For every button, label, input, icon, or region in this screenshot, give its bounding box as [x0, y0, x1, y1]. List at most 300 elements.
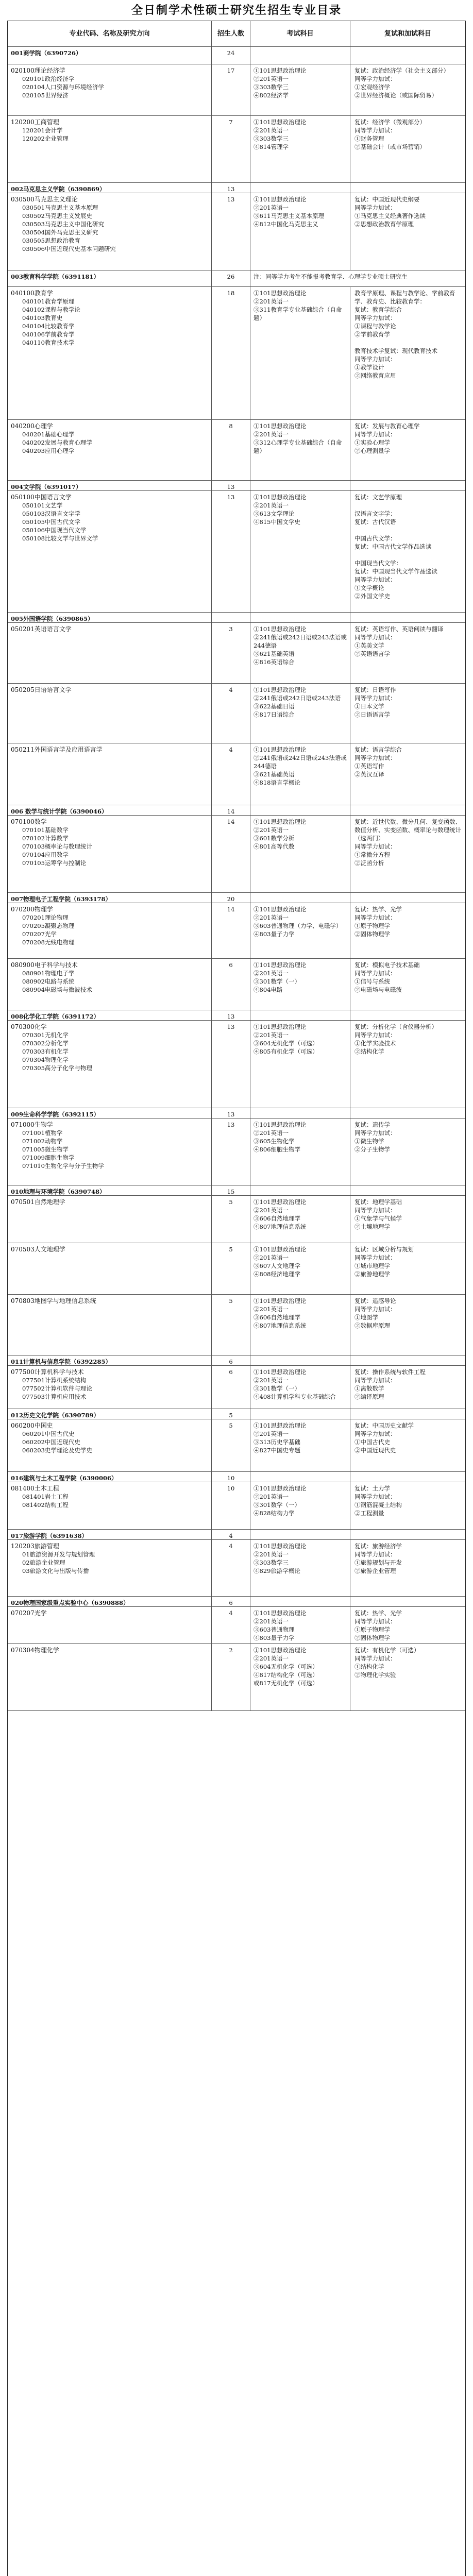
unit-name: 016建筑与土木工程学院（6390006）: [11, 1475, 117, 1482]
exam-subjects: [250, 193, 350, 270]
unit-name: 017旅游学院（6391638）: [11, 1532, 88, 1539]
research-direction: 070301无机化学: [22, 1031, 69, 1039]
retest-line: ①宏观经济学: [354, 83, 390, 91]
exam-subject: ①101思想政治理论: [254, 118, 307, 126]
unit-quota: 4: [212, 1530, 250, 1539]
retest-line: [354, 526, 462, 534]
retest-line: ①马克思主义经典著作选读: [354, 212, 426, 219]
major-name-cell: [8, 1482, 212, 1529]
unit-retest-cell: [350, 183, 465, 193]
unit-name: 009生命科学学院（6392115）: [11, 1111, 100, 1118]
unit-retest-cell: [350, 1597, 465, 1606]
exam-subject: ③603普通物理: [254, 1626, 295, 1633]
unit-row: [8, 893, 465, 903]
research-direction: 040102课程与教学论: [22, 306, 80, 313]
exam-subject: ②201英语一: [254, 1655, 289, 1662]
research-direction: 077503计算机应用技术: [22, 1393, 87, 1400]
exam-subject: ①101思想政治理论: [254, 1121, 307, 1128]
unit-quota: 6: [212, 1597, 250, 1606]
retest-line: ②日语语言学: [354, 711, 390, 718]
exam-subject: ②201英语一: [254, 1618, 289, 1625]
exam-subjects: [250, 959, 350, 1010]
exam-subject: ①101思想政治理论: [254, 1297, 307, 1304]
unit-exam-cell: [250, 1409, 350, 1419]
exam-subjects: [250, 743, 350, 805]
retest-line: 中国现当代文学：: [354, 560, 402, 567]
unit-name-cell: [8, 1472, 212, 1482]
retest-line: 同等学力加试：: [354, 694, 396, 702]
exam-subjects: [250, 1118, 350, 1185]
retest-line: 中国古代文学：: [354, 535, 396, 542]
research-direction: 050108比较文学与世界文学: [22, 535, 98, 542]
research-direction: 080904电磁场与微波技术: [22, 986, 92, 993]
unit-name: 011计算机与信息学院（6392285）: [11, 1358, 112, 1365]
unit-row: [8, 183, 465, 193]
retest-line: 复试：经济学（微观部分）: [354, 118, 426, 126]
unit-row: [8, 1597, 465, 1607]
research-direction: 040201基础心理学: [22, 431, 75, 438]
research-direction: 071001植物学: [22, 1129, 63, 1137]
major-quota: 5: [212, 1295, 250, 1355]
unit-exam-cell: [250, 183, 350, 193]
retest-line: 教育技术学复试：现代教育技术: [354, 347, 437, 354]
major-name-cell: [8, 623, 212, 683]
unit-quota: 20: [212, 893, 250, 903]
unit-name-cell: [8, 893, 212, 903]
exam-subject: ④828结构力学: [254, 1510, 295, 1517]
exam-subject: ④816英语综合: [254, 658, 295, 666]
major-name: 120200工商管理: [11, 118, 59, 126]
exam-subject: ①101思想政治理论: [254, 422, 307, 430]
exam-subject: ④829旅游学概论: [254, 1567, 300, 1574]
retest-subjects: [350, 743, 465, 805]
major-quota: 4: [212, 1607, 250, 1643]
major-row: [8, 116, 465, 183]
unit-retest-cell: [350, 1185, 465, 1195]
exam-subject: ③606自然地理学: [254, 1215, 300, 1222]
major-name: 120203旅游管理: [11, 1543, 59, 1550]
major-quota: 14: [212, 903, 250, 958]
retest-line: 同等学力加试：: [354, 754, 396, 761]
retest-line: 复试：文艺学原理: [354, 494, 402, 501]
research-direction: 070103概率论与数理统计: [22, 843, 92, 850]
major-quota: 5: [212, 1419, 250, 1471]
research-direction: 040103教育史: [22, 314, 63, 321]
unit-exam-cell: [250, 1108, 350, 1118]
retest-line: 复试：日语写作: [354, 686, 396, 693]
retest-line: 同等学力加试：: [354, 127, 396, 134]
exam-subject: ③313历史学基础: [254, 1438, 300, 1446]
major-quota: 18: [212, 287, 250, 419]
research-direction: 020101政治经济学: [22, 75, 75, 82]
research-direction: 080901物理电子学: [22, 970, 75, 977]
retest-line: ②旅游地理学: [354, 1270, 390, 1278]
unit-retest-cell: [350, 893, 465, 903]
exam-subject: ①101思想政治理论: [254, 1422, 307, 1429]
retest-line: ①化学实验技术: [354, 1040, 396, 1047]
research-direction: 071009细胞生物学: [22, 1154, 75, 1161]
exam-subject: ①101思想政治理论: [254, 906, 307, 913]
retest-subjects: [350, 491, 465, 612]
exam-subject: ②201英语一: [254, 970, 289, 977]
exam-subject: ②241俄语或242日语或243法语: [254, 694, 341, 702]
unit-retest-cell: [350, 1010, 465, 1020]
exam-subject: ①101思想政治理论: [254, 961, 307, 969]
exam-subject: ②201英语一: [254, 431, 289, 438]
exam-subject: ②201英语一: [254, 1551, 289, 1558]
unit-retest-cell: [350, 481, 465, 490]
major-row: [8, 959, 465, 1010]
unit-retest-cell: [350, 1472, 465, 1482]
exam-subject: ①101思想政治理论: [254, 196, 307, 203]
major-quota: 4: [212, 743, 250, 805]
retest-subjects: [350, 1540, 465, 1596]
unit-row: [8, 47, 465, 64]
retest-line: ①实验心理学: [354, 439, 390, 446]
retest-line: ②基础会计（或市场营销）: [354, 143, 426, 150]
retest-line: 同等学力加试：: [354, 1254, 396, 1261]
research-direction: 040110教育技术学: [22, 339, 75, 346]
major-quota: 7: [212, 116, 250, 182]
major-name: 050100中国语言文学: [11, 494, 72, 501]
research-direction: 081401岩土工程: [22, 1493, 69, 1500]
retest-line: ②工程测量: [354, 1510, 384, 1517]
retest-subjects: [350, 1021, 465, 1108]
unit-name-cell: [8, 1409, 212, 1419]
retest-line: ②网络教育应用: [354, 372, 396, 379]
retest-subjects: [350, 684, 465, 743]
retest-line: 同等学力加试：: [354, 1031, 396, 1039]
unit-exam-cell: [250, 1472, 350, 1482]
exam-subject: ③303数学三: [254, 1559, 289, 1566]
retest-line: ①结构化学: [354, 1663, 384, 1670]
unit-name: 005外国语学院（6390865）: [11, 615, 94, 622]
exam-subject: ①101思想政治理论: [254, 290, 307, 297]
research-direction: 070205凝聚态物理: [22, 922, 75, 929]
exam-subject: ①101思想政治理论: [254, 1609, 307, 1617]
major-name-cell: [8, 1644, 212, 1710]
unit-name: 006 数学与统计学院（6390046）: [11, 808, 108, 815]
unit-name: 003教育科学学院（6391181）: [11, 273, 100, 280]
research-direction: 030503马克思主义中国化研究: [22, 221, 104, 228]
major-quota: 13: [212, 193, 250, 270]
major-name: 070501自然地理学: [11, 1198, 65, 1206]
major-quota: 6: [212, 959, 250, 1010]
unit-exam-cell: [250, 1355, 350, 1365]
research-direction: 050105中国古代文学: [22, 518, 80, 526]
exam-subject: ④814管理学: [254, 143, 289, 150]
unit-name-cell: [8, 270, 212, 286]
exam-subject: ②201英语一: [254, 1493, 289, 1500]
retest-line: 同等学力加试：: [354, 1493, 396, 1500]
retest-line: ②固体物理学: [354, 1634, 390, 1641]
exam-subject: ④802经济学: [254, 92, 289, 99]
retest-line: ②数据库原理: [354, 1322, 390, 1329]
research-direction: 03旅游文化与出版与传播: [22, 1567, 89, 1574]
major-name-cell: [8, 1243, 212, 1294]
exam-subject: ①101思想政治理论: [254, 818, 307, 825]
unit-retest-cell: [350, 1530, 465, 1539]
retest-line: 复试：遥感导论: [354, 1297, 396, 1304]
retest-line: 复试：区域分析与规划: [354, 1246, 414, 1253]
retest-line: 同等学力加试：: [354, 75, 396, 82]
major-name: 071000生物学: [11, 1121, 53, 1128]
exam-subject: ④807地理信息系统: [254, 1223, 307, 1230]
major-row: [8, 1482, 465, 1530]
research-direction: 030505思想政治教育: [22, 237, 80, 244]
research-direction: 071010生物化学与分子生物学: [22, 1162, 104, 1170]
retest-line: ②结构化学: [354, 1048, 384, 1055]
retest-line: 同等学力加试：: [354, 1618, 396, 1625]
retest-line: 同等学力加试：: [354, 1306, 396, 1313]
unit-row: [8, 1409, 465, 1419]
exam-subject: ③601数学分析: [254, 835, 295, 842]
exam-subject: ②201英语一: [254, 1031, 289, 1039]
retest-line: 复试：土力学: [354, 1485, 390, 1492]
retest-line: ②世界经济概论（或国际贸易）: [354, 92, 437, 99]
unit-name: 007物理电子工程学院（6393178）: [11, 895, 112, 903]
retest-line: 复试：旅游经济学: [354, 1543, 402, 1550]
major-name-cell: [8, 193, 212, 270]
retest-line: 复试：热学、光学: [354, 1609, 402, 1617]
major-name-cell: [8, 1295, 212, 1355]
retest-line: 同等学力加试：: [354, 355, 396, 363]
unit-row: [8, 1355, 465, 1366]
research-direction: 040101教育学原理: [22, 298, 75, 305]
retest-line: 同等学力加试：: [354, 1377, 396, 1384]
major-quota: 3: [212, 623, 250, 683]
retest-line: ②外国文学史: [354, 592, 390, 600]
exam-subject: ②201英语一: [254, 502, 289, 509]
retest-line: 同等学力加试：: [354, 1129, 396, 1137]
major-name: 070300化学: [11, 1023, 47, 1030]
major-name: 050201英语语言文学: [11, 625, 72, 633]
retest-line: ①英美文学: [354, 642, 384, 649]
research-direction: 070207光学: [22, 930, 57, 938]
retest-line: 同等学力加试：: [354, 970, 396, 977]
exam-subject: ③621基础英语: [254, 650, 295, 657]
retest-subjects: [350, 287, 465, 419]
major-row: [8, 1366, 465, 1409]
research-direction: 050101文艺学: [22, 502, 63, 509]
research-direction: 080902电路与系统: [22, 978, 75, 985]
research-direction: 070305高分子化学与物理: [22, 1064, 92, 1072]
exam-subject: ①101思想政治理论: [254, 625, 307, 633]
retest-line: ①旅游规划与开发: [354, 1559, 402, 1566]
retest-line: 复试：语言学综合: [354, 746, 402, 753]
exam-subject: ②201英语一: [254, 75, 289, 82]
major-name-cell: [8, 1118, 212, 1185]
retest-line: 复试：近世代数、微分几何、复变函数、数值分析、实变函数、概率论与数理统计（选两门）: [354, 818, 461, 842]
exam-subjects: [250, 623, 350, 683]
exam-subject: ③621基础英语: [254, 771, 295, 778]
retest-subjects: [350, 1607, 465, 1643]
research-direction: 120201会计学: [22, 127, 63, 134]
unit-exam-cell: [250, 1530, 350, 1539]
unit-row: [8, 481, 465, 491]
unit-name-cell: [8, 1185, 212, 1195]
research-direction: 081402结构工程: [22, 1501, 69, 1509]
research-direction: 070105运筹学与控制论: [22, 859, 87, 867]
major-row: [8, 1540, 465, 1597]
unit-row: [8, 1530, 465, 1540]
major-name: 070304物理化学: [11, 1647, 59, 1654]
exam-subject: ①101思想政治理论: [254, 67, 307, 74]
header-exam: 考试科目: [250, 21, 350, 46]
unit-quota: 5: [212, 1409, 250, 1419]
retest-subjects: [350, 1118, 465, 1185]
major-name: 070207光学: [11, 1609, 47, 1617]
exam-subject: ②201英语一: [254, 1306, 289, 1313]
major-name: 030500马克思主义理论: [11, 196, 78, 203]
retest-line: ①钢筋混凝土结构: [354, 1501, 402, 1509]
retest-line: ②心理测量学: [354, 447, 390, 454]
unit-retest-cell: [350, 1355, 465, 1365]
exam-subject: ③613文学理论: [254, 510, 295, 517]
retest-line: 复试：政治经济学（社会主义部分）: [354, 67, 449, 74]
major-name: 070503人文地理学: [11, 1246, 65, 1253]
major-name-cell: [8, 116, 212, 182]
exam-subjects: [250, 1419, 350, 1471]
major-quota: 17: [212, 64, 250, 115]
exam-subject: ③303数学三: [254, 83, 289, 91]
exam-subject: ③622基础日语: [254, 703, 295, 710]
major-name: 060200中国史: [11, 1422, 53, 1429]
exam-subject: ①101思想政治理论: [254, 1485, 307, 1492]
retest-line: 同等学力加试：: [354, 914, 396, 921]
retest-line: [354, 551, 462, 559]
major-row: [8, 1243, 465, 1295]
retest-subjects: [350, 623, 465, 683]
retest-line: ②物理化学实验: [354, 1671, 396, 1679]
exam-subject: ③605生物化学: [254, 1138, 295, 1145]
major-quota: 13: [212, 1118, 250, 1185]
retest-line: 复试：操作系统与软件工程: [354, 1368, 426, 1376]
exam-subject: ②201英语一: [254, 826, 289, 834]
unit-quota: 10: [212, 1472, 250, 1482]
research-direction: 070101基础数学: [22, 826, 69, 834]
header-quota: 招生人数: [212, 21, 250, 46]
unit-name: 012历史文化学院（6390789）: [11, 1412, 100, 1419]
unit-retest-cell: [350, 613, 465, 622]
unit-name: 001商学院（6390726）: [11, 49, 82, 57]
exam-subject: ②201英语一: [254, 127, 289, 134]
major-row: [8, 64, 465, 116]
exam-subject: ③611马克思主义基本原理: [254, 212, 324, 219]
exam-subjects: [250, 1482, 350, 1529]
unit-exam-cell: [250, 47, 350, 64]
major-row: [8, 1196, 465, 1243]
retest-subjects: [350, 1295, 465, 1355]
retest-line: ②学前教育学: [354, 331, 390, 338]
major-row: [8, 623, 465, 684]
retest-subjects: [350, 1196, 465, 1243]
retest-line: 复试：教育学综合: [354, 306, 402, 313]
unit-name-cell: [8, 47, 212, 64]
unit-name-cell: [8, 183, 212, 193]
unit-exam-cell: [250, 270, 465, 286]
exam-subjects: [250, 1540, 350, 1596]
retest-subjects: [350, 1419, 465, 1471]
major-name-cell: [8, 959, 212, 1010]
major-row: [8, 1021, 465, 1108]
major-row: [8, 193, 465, 270]
research-direction: 040104比较教育学: [22, 323, 75, 330]
unit-name-cell: [8, 613, 212, 622]
retest-line: 同等学力加试：: [354, 204, 396, 211]
major-name: 081400土木工程: [11, 1485, 59, 1492]
catalog-table: [7, 21, 466, 2576]
exam-subject: ①101思想政治理论: [254, 686, 307, 693]
retest-line: ①日本文学: [354, 703, 384, 710]
exam-subject: ①101思想政治理论: [254, 746, 307, 753]
exam-subjects: [250, 491, 350, 612]
retest-line: 同等学力加试：: [354, 1655, 396, 1662]
unit-name: 020物理国家级重点实验中心（6390888）: [11, 1599, 129, 1606]
exam-subjects: [250, 1196, 350, 1243]
page-title: 全日制学术性硕士研究生招生专业目录: [131, 4, 342, 17]
header-major: 专业代码、名称及研究方向: [8, 21, 212, 46]
retest-line: ②固体物理学: [354, 930, 390, 938]
unit-note: 注：同等学力考生不能报考教育学、心理学专业硕士研究生: [254, 273, 408, 280]
unit-name-cell: [8, 1355, 212, 1365]
research-direction: 070208无线电物理: [22, 939, 75, 946]
exam-subject: 或817无机化学（可选）: [254, 1680, 318, 1687]
unit-row: [8, 613, 465, 623]
major-quota: 13: [212, 491, 250, 612]
retest-line: 复试：古代汉语: [354, 518, 396, 526]
unit-quota: 13: [212, 183, 250, 193]
unit-quota: 26: [212, 270, 250, 286]
retest-subjects: [350, 816, 465, 892]
retest-line: ①信号与系统: [354, 978, 390, 985]
major-quota: 14: [212, 816, 250, 892]
exam-subject: ②201英语一: [254, 204, 289, 211]
retest-line: ①离散数学: [354, 1385, 384, 1392]
major-name-cell: [8, 1607, 212, 1643]
major-quota: 2: [212, 1644, 250, 1710]
research-direction: 030504国外马克思主义研究: [22, 229, 98, 236]
unit-name-cell: [8, 1108, 212, 1118]
exam-subject: ④807地理信息系统: [254, 1322, 307, 1329]
retest-line: 复试：发展与教育心理学: [354, 422, 420, 430]
exam-subject: ④818语言学概论: [254, 779, 300, 786]
unit-exam-cell: [250, 1010, 350, 1020]
research-direction: 060202中国近现代史: [22, 1438, 80, 1446]
unit-exam-cell: [250, 1185, 350, 1195]
major-row: [8, 903, 465, 959]
exam-subject: ④815中国文学史: [254, 518, 300, 526]
exam-subject: ③301数学（一）: [254, 1501, 300, 1509]
retest-subjects: [350, 116, 465, 182]
retest-line: 同等学力加试：: [354, 1551, 396, 1558]
retest-line: ①财务管理: [354, 135, 384, 142]
major-name-cell: [8, 816, 212, 892]
research-direction: 050106中国现当代文学: [22, 527, 87, 534]
retest-subjects: [350, 903, 465, 958]
exam-subject: ③604无机化学（可选）: [254, 1663, 318, 1670]
unit-exam-cell: [250, 481, 350, 490]
major-row: [8, 1419, 465, 1472]
major-quota: 6: [212, 1366, 250, 1409]
retest-line: 同等学力加试：: [354, 634, 396, 641]
exam-subject: ④827中国史专题: [254, 1447, 300, 1454]
exam-subject: ①101思想政治理论: [254, 1647, 307, 1654]
research-direction: 02旅游企业管理: [22, 1559, 65, 1566]
major-row: [8, 1607, 465, 1644]
retest-subjects: [350, 64, 465, 115]
exam-subjects: [250, 1021, 350, 1108]
